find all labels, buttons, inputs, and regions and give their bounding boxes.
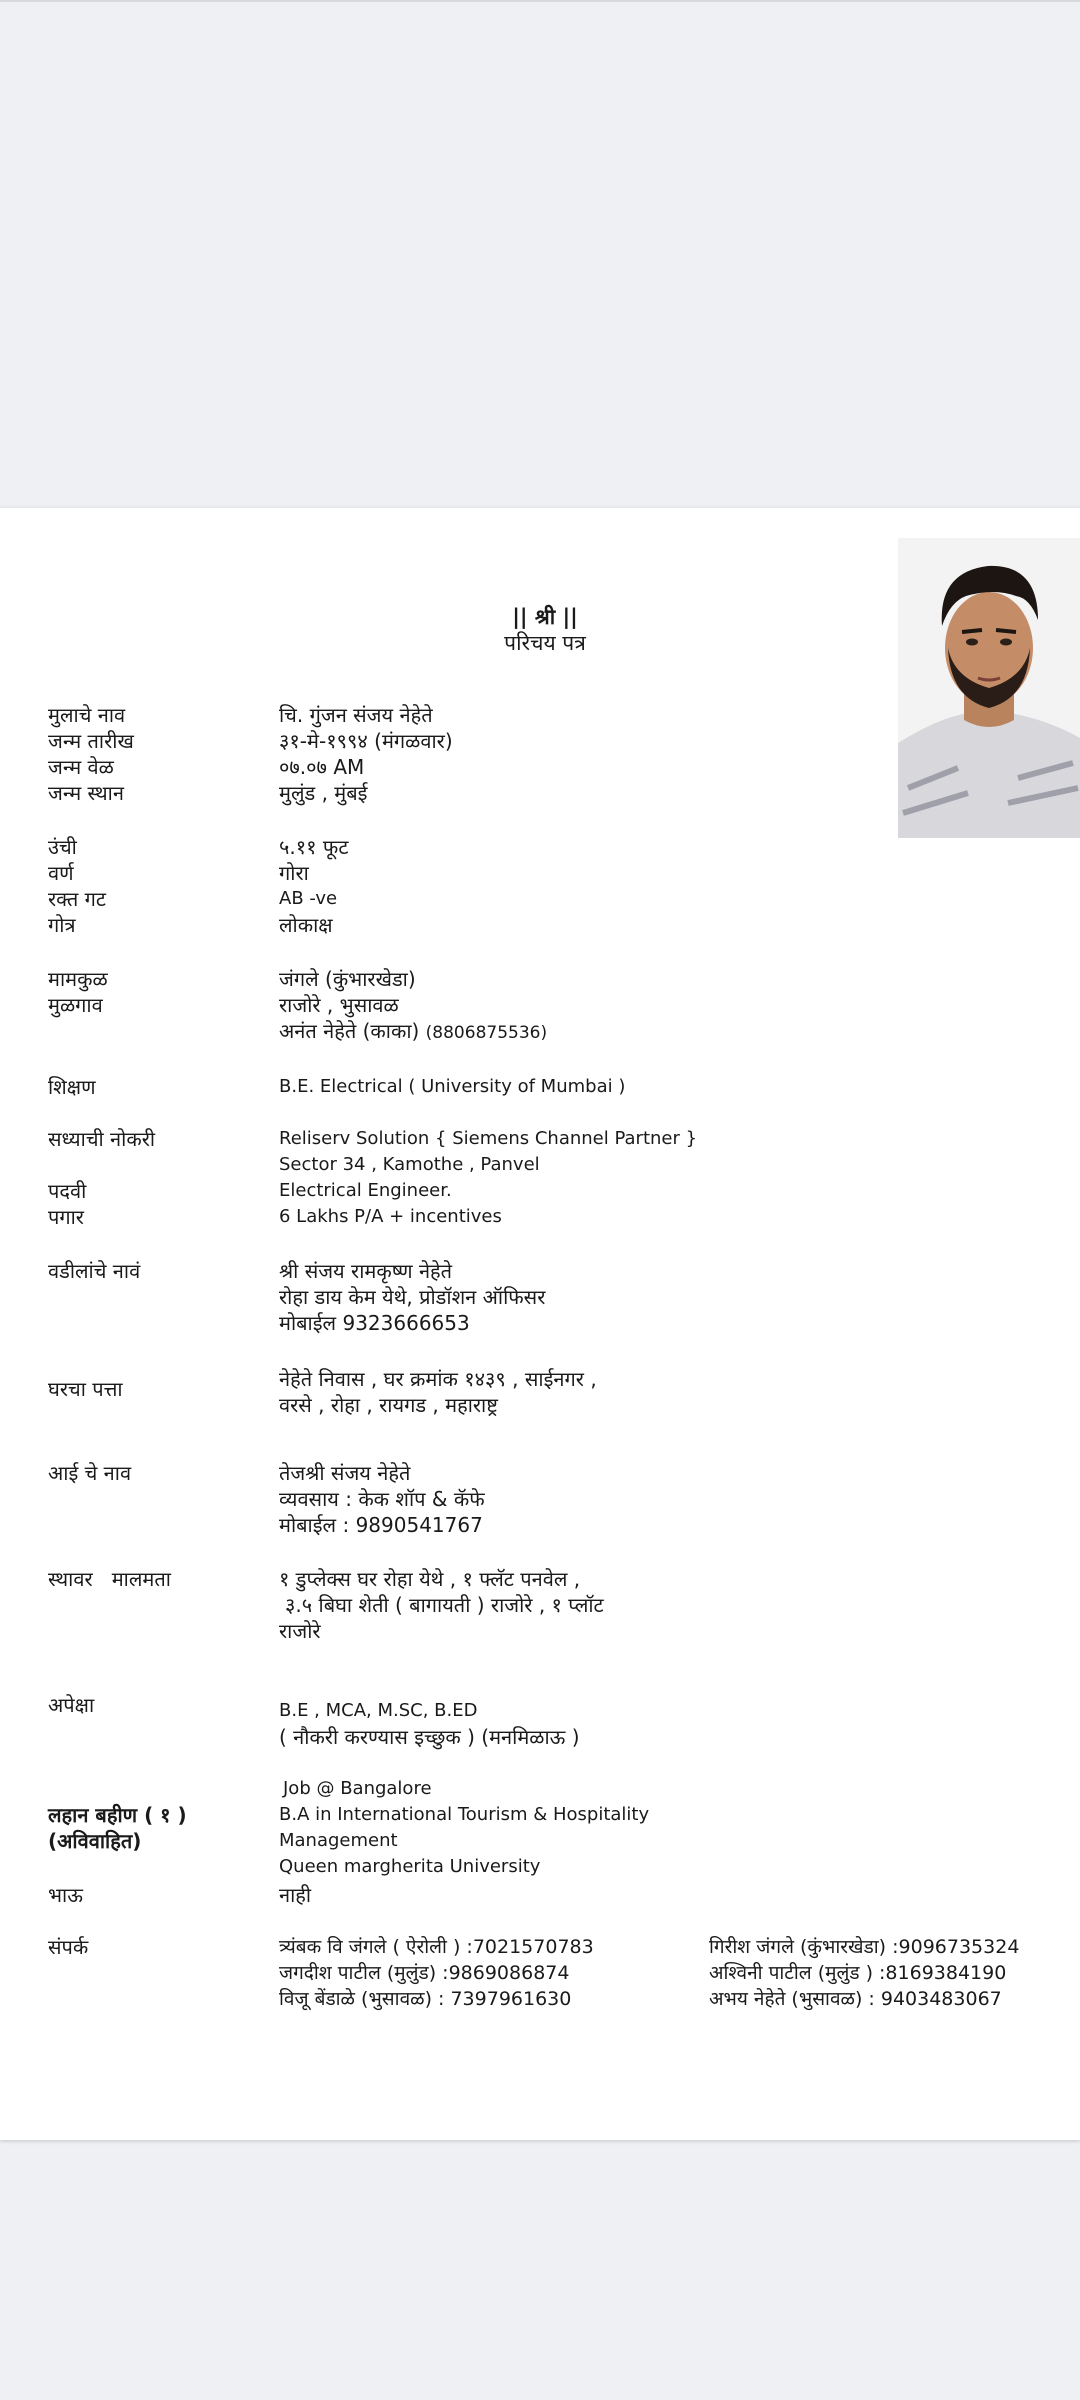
job-location-value: Job @ Bangalore xyxy=(283,1778,432,1799)
header-title: परिचय पत्र xyxy=(504,631,586,655)
father-occupation: रोहा डाय केम येथे, प्रोडॉशन ऑफिसर xyxy=(279,1285,546,1309)
contact-right-2: अश्विनी पाटील (मुलुंड ) :8169384190 xyxy=(709,1962,1007,1984)
sister-university: Queen margherita University xyxy=(279,1856,541,1877)
brother-value: नाही xyxy=(279,1883,312,1907)
current-job-label: सध्याची नोकरी xyxy=(48,1127,156,1151)
uncle-name: अनंत नेहेते (काका) xyxy=(279,1019,420,1043)
mother-name: तेजश्री संजय नेहेते xyxy=(279,1461,411,1485)
dob-label: जन्म तारीख xyxy=(48,729,134,753)
salary-label: पगार xyxy=(48,1205,84,1229)
tob-label: जन्म वेळ xyxy=(48,755,114,779)
top-divider xyxy=(0,0,1080,2)
expectations-line-1: B.E , MCA, M.SC, B.ED xyxy=(279,1700,478,1721)
expectations-line-2: ( नौकरी करण्यास इच्छुक ) (मनमिळाऊ ) xyxy=(279,1725,580,1749)
complexion-label: वर्ण xyxy=(48,861,74,885)
height-value: ५.११ फूट xyxy=(279,835,349,859)
current-job-line-1: Reliserv Solution { Siemens Channel Partner } xyxy=(279,1128,698,1149)
mamkul-value: जंगले (कुंभारखेडा) xyxy=(279,967,416,991)
mother-business: व्यवसाय : केक शॉप & कॅफे xyxy=(279,1487,485,1511)
contact-left-3: विजू बेंडाळे (भुसावळ) : 7397961630 xyxy=(279,1988,572,2010)
address-line-2: वरसे , रोहा , रायगड , महाराष्ट्र xyxy=(279,1393,498,1417)
document-page xyxy=(0,508,1080,2140)
contacts-right-column xyxy=(709,1934,1019,2012)
pob-value: मुलुंड , मुंबई xyxy=(279,781,368,805)
document-header xyxy=(0,604,1080,656)
address-value xyxy=(279,1366,597,1418)
gotra-value: लोकाक्ष xyxy=(279,913,333,937)
sister-label-line-1: लहान बहीण ( १ ) xyxy=(48,1803,187,1827)
current-job-line-2: Sector 34 , Kamothe , Panvel xyxy=(279,1154,540,1175)
property-line-2: ३.५ बिघा शेती ( बागायती ) राजोरे , १ प्लॉट xyxy=(285,1593,604,1617)
uncle-phone: (8806875536) xyxy=(425,1023,548,1043)
mother-label: आई चे नाव xyxy=(48,1461,132,1485)
sister-label-line-2: (अविवाहित) xyxy=(48,1829,142,1853)
expectations-value xyxy=(279,1698,580,1750)
father-name: श्री संजय रामकृष्ण नेहेते xyxy=(279,1259,453,1283)
native-place-value xyxy=(279,992,547,1046)
address-line-1: नेहेते निवास , घर क्रमांक १४३९ , साईनगर , xyxy=(279,1367,597,1391)
complexion-value: गोरा xyxy=(279,861,309,885)
address-label: घरचा पत्ता xyxy=(48,1377,123,1401)
designation-label: पदवी xyxy=(48,1179,87,1203)
contact-left-2: जगदीश पाटील (मुलुंड) :9869086874 xyxy=(279,1962,570,1984)
father-value xyxy=(279,1258,545,1336)
mother-mobile: मोबाईल : 9890541767 xyxy=(279,1513,483,1537)
brother-label: भाऊ xyxy=(48,1883,83,1907)
contacts-left-column xyxy=(279,1934,594,2012)
sister-education-line-2: Management xyxy=(279,1830,398,1851)
mother-value xyxy=(279,1460,485,1538)
tob-value: ०७.०७ AM xyxy=(279,755,365,779)
education-label: शिक्षण xyxy=(48,1075,96,1099)
property-line-3: राजोरे xyxy=(279,1619,321,1643)
father-mobile: मोबाईल 9323666653 xyxy=(279,1311,470,1335)
property-value xyxy=(279,1566,604,1644)
name-value: चि. गुंजन संजय नेहेते xyxy=(279,703,433,727)
dob-value: ३१-मे-१९९४ (मंगळवार) xyxy=(279,729,453,753)
contact-right-1: गिरीश जंगले (कुंभारखेडा) :9096735324 xyxy=(709,1936,1020,1958)
sister-label xyxy=(48,1802,187,1854)
property-label: स्थावर मालमता xyxy=(48,1567,171,1591)
native-place-line-1: राजोरे , भुसावळ xyxy=(279,993,399,1017)
contact-left-1: त्र्यंबक वि जंगले ( ऐरोली ) :7021570783 xyxy=(279,1936,594,1958)
mamkul-label: मामकुळ xyxy=(48,967,108,991)
name-label: मुलाचे नाव xyxy=(48,703,126,727)
current-job-value xyxy=(279,1126,697,1178)
contacts-label: संपर्क xyxy=(48,1935,89,1959)
property-line-1: १ डुप्लेक्स घर रोहा येथे , १ फ्लॅट पनवेल , xyxy=(279,1567,581,1591)
profile-photo-illustration xyxy=(898,538,1080,838)
contact-right-3: अभय नेहेते (भुसावळ) : 9403483067 xyxy=(709,1988,1002,2010)
salary-value: 6 Lakhs P/A + incentives xyxy=(279,1206,502,1227)
designation-value: Electrical Engineer. xyxy=(279,1180,452,1201)
gotra-label: गोत्र xyxy=(48,913,76,937)
native-place-label: मुळगाव xyxy=(48,993,103,1017)
sister-value xyxy=(279,1802,649,1880)
sister-education-line-1: B.A in International Tourism & Hospitality xyxy=(279,1804,650,1825)
pob-label: जन्म स्थान xyxy=(48,781,124,805)
height-label: उंची xyxy=(48,835,77,859)
native-place-line-2 xyxy=(279,1018,547,1046)
blood-group-label: रक्त गट xyxy=(48,887,106,911)
blood-group-value: AB -ve xyxy=(279,888,338,909)
header-shri: || श्री || xyxy=(512,605,578,629)
expectations-label: अपेक्षा xyxy=(48,1693,95,1717)
father-label: वडीलांचे नावं xyxy=(48,1259,141,1283)
education-value: B.E. Electrical ( University of Mumbai ) xyxy=(279,1076,626,1097)
profile-photo xyxy=(898,538,1080,838)
